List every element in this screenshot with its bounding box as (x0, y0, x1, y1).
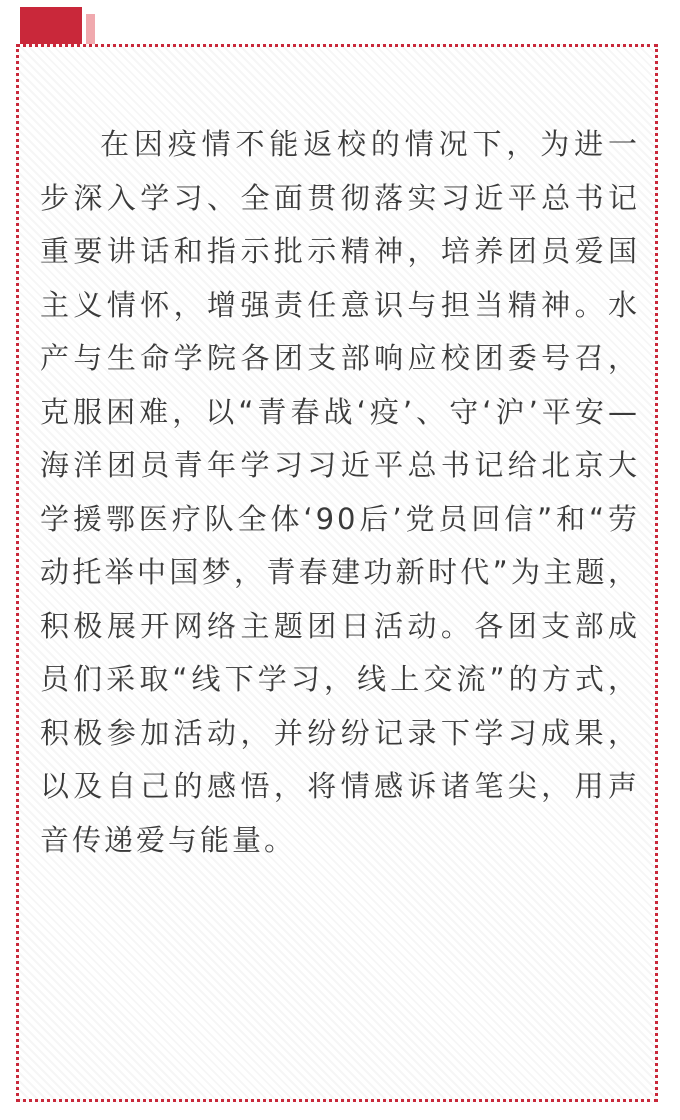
article-paragraph: 在因疫情不能返校的情况下，为进一步深入学习、全面贯彻落实习近平总书记重要讲话和指示批示精神，培养团员爱国主义情怀，增强责任意识与担当精神。水产与生命学院各团支部响应校团委号召，克服困难，以“青春战‘疫’、守‘沪’平安—海洋团员青年学习习近平总书记给北京大学援鄂医疗队全体‘90后’党员回信”和“劳动托举中国梦，青春建功新时代”为主题，积极展开网络主题团日活动。各团支部成员们采取“线下学习，线上交流”的方式，积极参加活动，并纷纷记录下学习成果，以及自己的感悟，将情感诉诸笔尖，用声音传递爱与能量。 (40, 127, 640, 857)
